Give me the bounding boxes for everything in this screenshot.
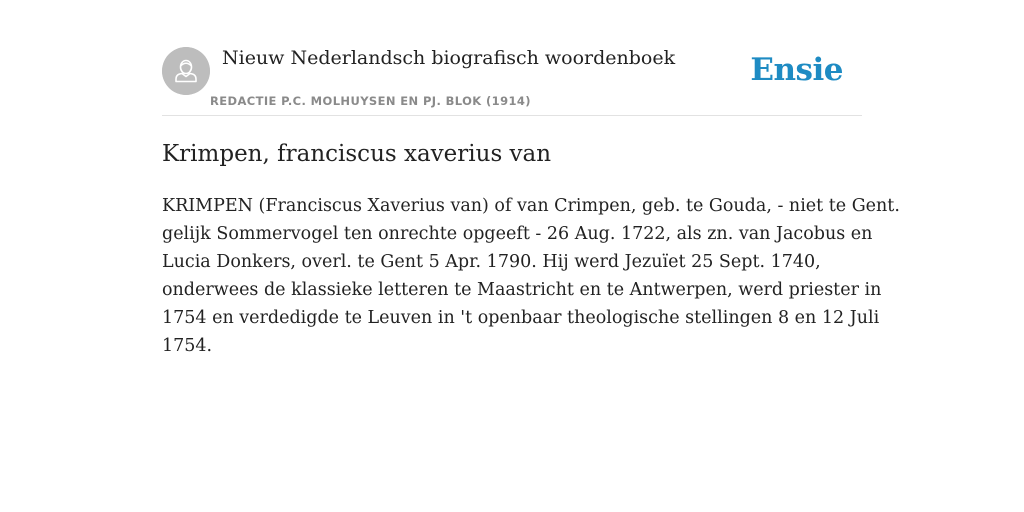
book-title[interactable]: Nieuw Nederlandsch biografisch woordenboek xyxy=(222,47,676,69)
entry-body xyxy=(162,192,900,360)
entry-body-line: KRIMPEN (Franciscus Xaverius van) of van Crimpen, geb. te Gouda, - niet te Gent. xyxy=(162,196,900,216)
entry-body-line: onderwees de klassieke letteren te Maastricht en te Antwerpen, werd priester in xyxy=(162,280,882,300)
user-silhouette-icon[interactable] xyxy=(162,47,210,95)
entry-body-line: 1754 en verdedigde te Leuven in 't openbaar theologische stellingen 8 en 12 Juli xyxy=(162,308,880,328)
entry-body-line: 1754. xyxy=(162,336,213,356)
header xyxy=(162,40,862,116)
entry-body-line: gelijk Sommervogel ten onrechte opgeeft - 26 Aug. 1722, als zn. van Jacobus en xyxy=(162,224,873,244)
entry-title: Krimpen, franciscus xaverius van xyxy=(162,141,552,167)
ensie-logo[interactable]: Ensie xyxy=(750,52,843,88)
entry-body-line: Lucia Donkers, overl. te Gent 5 Apr. 1790. Hij werd Jezuïet 25 Sept. 1740, xyxy=(162,252,821,272)
editors-subtitle: REDACTIE P.C. MOLHUYSEN EN PJ. BLOK (1914) xyxy=(210,94,531,108)
